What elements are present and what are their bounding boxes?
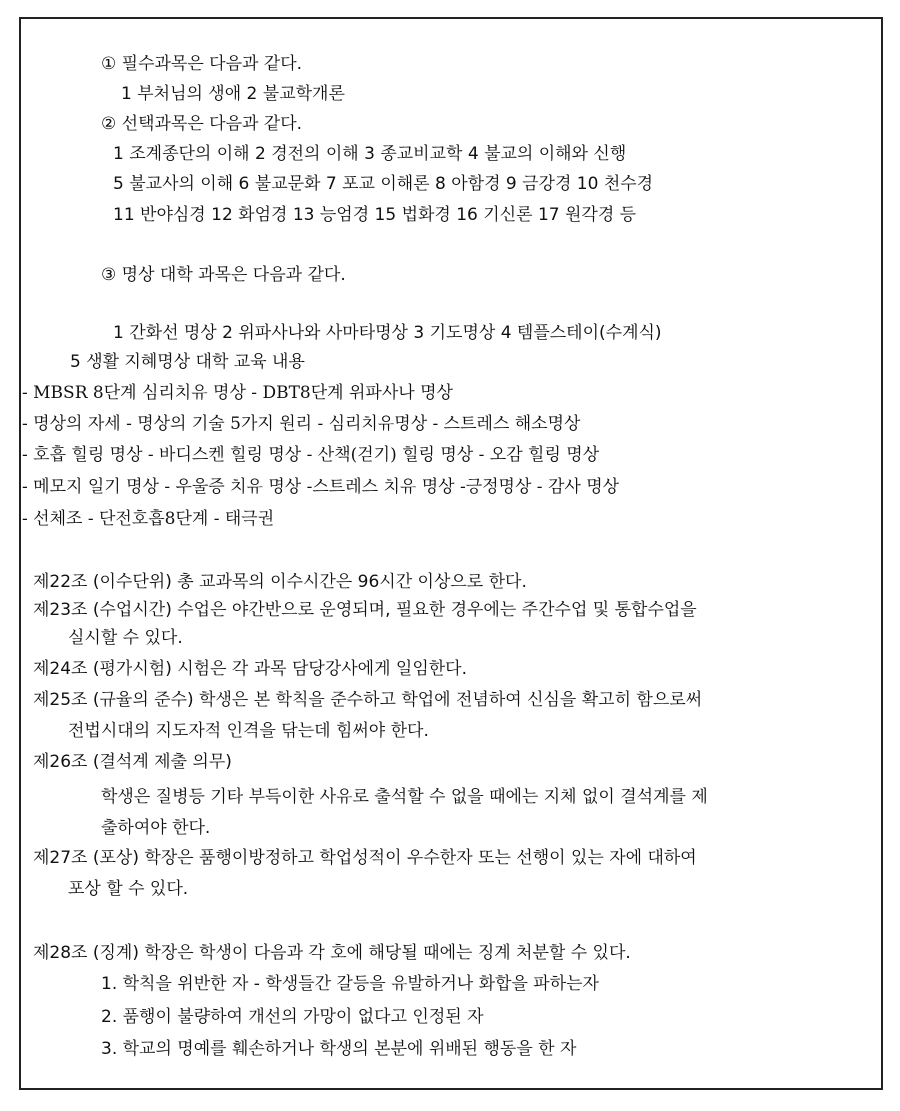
required-courses-heading: ① 필수과목은 다음과 같다. — [101, 54, 303, 74]
article-26-line-2: 출하여야 한다. — [101, 818, 211, 838]
article-25-line-1: 제25조 (규율의 준수) 학생은 본 학칙을 준수하고 학업에 전념하여 신심을 확고히 함으로써 — [33, 690, 703, 710]
meditation-courses-heading: ③ 명상 대학 과목은 다음과 같다. — [101, 265, 346, 285]
article-24: 제24조 (평가시험) 시험은 각 과목 담당강사에게 일임한다. — [33, 659, 468, 679]
elective-courses-heading: ② 선택과목은 다음과 같다. — [101, 114, 303, 134]
elective-courses-line-1: 1 조계종단의 이해 2 경전의 이해 3 종교비교학 4 불교의 이해와 신행 — [113, 144, 627, 164]
article-25-line-2: 전법시대의 지도자적 인격을 닦는데 힘써야 한다. — [68, 721, 429, 741]
article-27-line-2: 포상 할 수 있다. — [68, 879, 189, 899]
article-23-line-1: 제23조 (수업시간) 수업은 야간반으로 운영되며, 필요한 경우에는 주간수업 및 통합수업을 — [33, 600, 697, 620]
article-28: 제28조 (징계) 학장은 학생이 다음과 각 호에 해당될 때에는 징계 처분할 수 있다. — [33, 943, 631, 963]
meditation-courses-line-1: 1 간화선 명상 2 위파사나와 사마타명상 3 기도명상 4 템플스테이(수계식) — [113, 323, 662, 343]
required-courses-list: 1 부처님의 생애 2 불교학개론 — [121, 84, 345, 104]
article-28-item: 3. 학교의 명예를 훼손하거나 학생의 본분에 위배된 행동을 한 자 — [101, 1039, 577, 1059]
meditation-item: - 호흡 힐링 명상 - 바디스켄 힐링 명상 - 산책(걷기) 힐링 명상 - 오감 힐링 명상 — [22, 445, 600, 465]
article-26-line-1: 학생은 질병등 기타 부득이한 사유로 출석할 수 없을 때에는 지체 없이 결석계를 제 — [101, 787, 708, 807]
meditation-item: - 명상의 자세 - 명상의 기술 5가지 원리 - 심리치유명상 - 스트레스 해소명상 — [22, 414, 581, 434]
meditation-item: - 선체조 - 단전호흡8단계 - 태극권 — [22, 509, 275, 529]
meditation-courses-line-2: 5 생활 지혜명상 대학 교육 내용 — [70, 352, 305, 372]
elective-courses-line-2: 5 불교사의 이해 6 불교문화 7 포교 이해론 8 아함경 9 금강경 10 천수경 — [113, 174, 654, 194]
article-22: 제22조 (이수단위) 총 교과목의 이수시간은 96시간 이상으로 한다. — [33, 572, 527, 592]
article-23-line-2: 실시할 수 있다. — [68, 628, 183, 648]
elective-courses-line-3: 11 반야심경 12 화엄경 13 능엄경 15 법화경 16 기신론 17 원각경 등 — [113, 205, 637, 225]
article-28-item: 1. 학칙을 위반한 자 - 학생들간 갈등을 유발하거나 화합을 파하는자 — [101, 974, 599, 994]
article-28-item: 2. 품행이 불량하여 개선의 가망이 없다고 인정된 자 — [101, 1007, 484, 1027]
meditation-item: - MBSR 8단계 심리치유 명상 - DBT8단계 위파사나 명상 — [22, 383, 453, 403]
article-26-title: 제26조 (결석계 제출 의무) — [33, 752, 232, 772]
article-27-line-1: 제27조 (포상) 학장은 품행이방정하고 학업성적이 우수한자 또는 선행이 있는 자에 대하여 — [33, 848, 697, 868]
meditation-item: - 메모지 일기 명상 - 우울증 치유 명상 -스트레스 치유 명상 -긍정명상 - 감사 명상 — [22, 477, 620, 497]
